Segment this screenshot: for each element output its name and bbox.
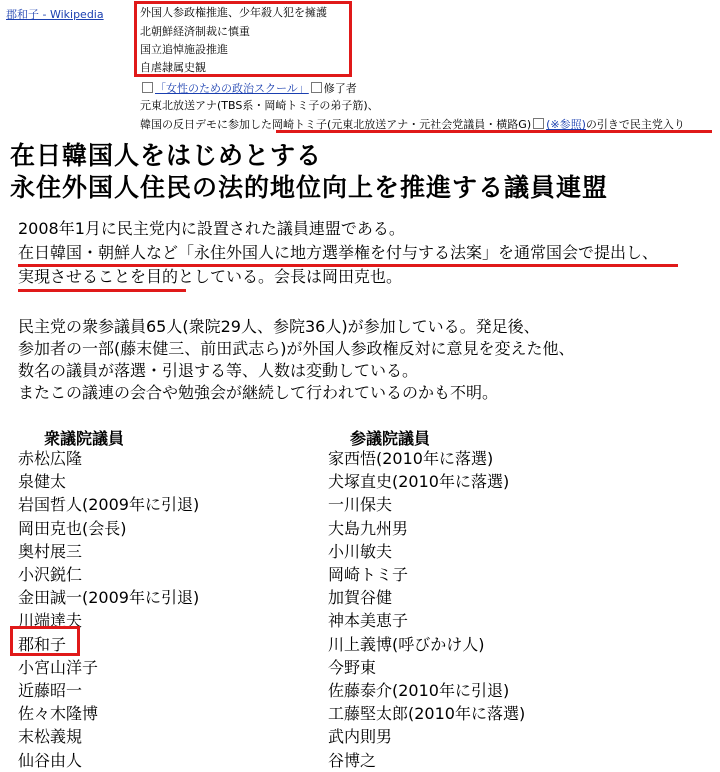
member-name: 赤松広隆 [18,449,83,468]
member-name: 金田誠一(2009年に引退) [18,588,200,608]
doc-title-line-1: 在日韓国人をはじめとする [10,141,323,170]
box-line-4: 自虐隷属史観 [140,61,206,74]
okazaki-link[interactable]: 岡崎トミ子(元東北放送アナ・元社会党議員・横路G) [272,118,532,131]
member-name: 佐々木隆博 [18,704,99,724]
member-name: 川上義博(呼びかけ人) [328,634,485,654]
school-line-rest: 修了者 [323,82,357,95]
wiki-snippet [0,0,720,135]
member-name: 今野東 [328,657,377,677]
demo-line-end: の引きで民主党入り [585,118,685,131]
doc-title-line-2: 永住外国人住民の法的地位向上を推進する議員連盟 [10,173,609,202]
member-name: 仙谷由人 [18,750,83,770]
paragraph-line: 数名の議員が落選・引退する等、人数は変動している。 [18,361,419,380]
paragraph-line: またこの議連の会合や勉強会が継続して行われているのかも不明。 [18,383,499,402]
highlight-box [10,626,80,656]
member-name: 小宮山洋子 [18,657,99,677]
paragraph-line: 2008年1月に民主党内に設置された議員連盟である。 [18,219,405,238]
wikipedia-link[interactable] [6,6,104,22]
box-line-3: 国立追悼施設推進 [140,43,228,56]
reference-link[interactable]: (※参照) [546,118,586,131]
member-name: 一川保夫 [328,495,393,515]
box-line-1: 外国人参政権推進、少年殺人犯を擁護 [140,6,327,19]
member-name: 近藤昭一 [18,681,83,700]
paragraph-line: 在日韓国・朝鮮人など「永住外国人に地方選挙権を付与する法案」を通常国会で提出し、 [18,243,659,262]
member-name: 神本美恵子 [328,611,409,631]
paragraph-line: 実現させることを目的としている。会長は岡田克也。 [18,267,403,286]
member-name: 小川敏夫 [328,541,393,561]
external-link-icon [533,118,544,129]
lower-house-header: 衆議院議員 [44,429,125,448]
member-name: 岩国哲人(2009年に引退) [18,495,200,515]
paragraph-line: 民主党の衆参議員65人(衆院29人、参院36人)が参加している。発足後、 [18,317,540,336]
member-name: 末松義規 [18,727,83,747]
wikipedia-link-text[interactable]: 郡和子 - Wikipedia [6,8,104,21]
member-name: 武内則男 [328,727,393,747]
member-name: 佐藤泰介(2010年に引退) [328,681,510,700]
member-name: 奥村展三 [18,541,83,561]
demo-line-text: 韓国の反日デモに参加した [140,118,272,131]
member-name: 小沢鋭仁 [18,565,83,584]
external-link-icon [142,82,153,93]
red-underline [276,130,712,133]
member-name: 大島九州男 [328,518,409,538]
paragraph-line: 参加者の一部(藤末健三、前田武志ら)が外国人参政権反対に意見を変えた他、 [18,339,575,358]
member-name: 泉健太 [18,472,67,492]
box-line-2: 北朝鮮経済制裁に慎重 [140,25,250,38]
member-name: 岡田克也(会長) [18,518,127,538]
ana-line: 元東北放送アナ(TBS系・岡崎トミ子の弟子筋)、 [140,99,379,112]
demo-line [140,117,685,131]
member-name: 工藤堅太郎(2010年に落選) [328,704,526,724]
external-link-icon [311,82,322,93]
member-name: 岡崎トミ子 [328,565,409,584]
school-link[interactable]: 「女性のための政治スクール」 [155,82,309,95]
member-name: 家西悟(2010年に落選) [328,449,494,468]
school-line [140,81,357,95]
member-name: 郡和子 [18,634,67,654]
member-name: 谷博之 [328,750,377,770]
member-name: 加賀谷健 [328,588,393,608]
red-underline [18,289,186,292]
upper-house-header: 参議院議員 [350,429,431,448]
member-name: 川端達夫 [18,611,83,631]
member-name: 犬塚直史(2010年に落選) [328,472,510,492]
